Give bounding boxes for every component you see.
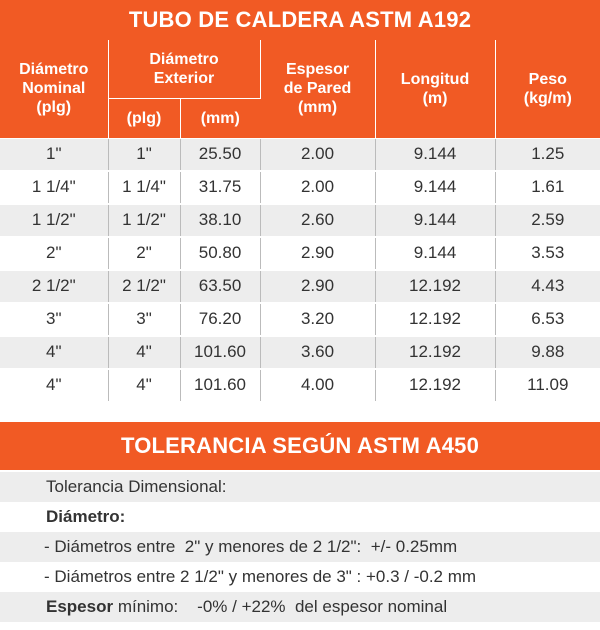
table-cell: 25.50	[180, 138, 260, 171]
table-cell: 4.00	[260, 369, 375, 402]
spec-table	[0, 40, 600, 403]
table-cell: 1 1/2"	[108, 204, 180, 237]
table-cell: 101.60	[180, 336, 260, 369]
table-cell: 12.192	[375, 270, 495, 303]
table-cell: 1.25	[495, 138, 600, 171]
espesor-label: Espesor	[46, 597, 114, 616]
table-cell: 6.53	[495, 303, 600, 336]
tolerance-diametro-line-1	[0, 532, 600, 562]
table-cell: 1"	[108, 138, 180, 171]
table-row	[0, 303, 600, 336]
table-cell: 12.192	[375, 303, 495, 336]
table-cell: 11.09	[495, 369, 600, 402]
table-cell: 1.61	[495, 171, 600, 204]
table-cell: 31.75	[180, 171, 260, 204]
table-row	[0, 270, 600, 303]
table-cell: 9.144	[375, 204, 495, 237]
table-cell: 9.144	[375, 171, 495, 204]
table-cell: 3"	[0, 303, 108, 336]
table-row	[0, 237, 600, 270]
table-cell: 1 1/4"	[0, 171, 108, 204]
header-diametro-exterior: Diámetro Exterior	[108, 40, 260, 98]
table-cell: 12.192	[375, 336, 495, 369]
table-cell: 101.60	[180, 369, 260, 402]
header-peso: Peso (kg/m)	[495, 40, 600, 138]
header-diametro-nominal: Diámetro Nominal (plg)	[0, 40, 108, 138]
header-exterior-mm: (mm)	[180, 98, 260, 138]
table-cell: 4.43	[495, 270, 600, 303]
tolerance-section	[0, 472, 600, 622]
table-row	[0, 369, 600, 402]
table-cell: 3.53	[495, 237, 600, 270]
table-cell: 2.00	[260, 138, 375, 171]
table-cell: 1 1/2"	[0, 204, 108, 237]
table-row	[0, 336, 600, 369]
table-cell: 50.80	[180, 237, 260, 270]
table-cell: 2 1/2"	[108, 270, 180, 303]
diametro-line-2-text: - Diámetros entre 2 1/2" y menores de 3" : +0.3 / -0.2 mm	[44, 567, 477, 586]
table-cell: 1 1/4"	[108, 171, 180, 204]
tolerance-diametro-line-2	[0, 562, 600, 592]
table-cell: 3.20	[260, 303, 375, 336]
tolerance-diametro-label	[0, 502, 600, 532]
table-cell: 63.50	[180, 270, 260, 303]
header-longitud: Longitud (m)	[375, 40, 495, 138]
table-cell: 2 1/2"	[0, 270, 108, 303]
table-cell: 2.90	[260, 237, 375, 270]
table-cell: 12.192	[375, 369, 495, 402]
table-row	[0, 171, 600, 204]
table-cell: 2.60	[260, 204, 375, 237]
table-cell: 4"	[108, 369, 180, 402]
table-cell: 38.10	[180, 204, 260, 237]
table-cell: 9.144	[375, 237, 495, 270]
table-title: TUBO DE CALDERA ASTM A192	[0, 0, 600, 40]
table-cell: 3.60	[260, 336, 375, 369]
tolerance-espesor	[0, 592, 600, 622]
table-cell: 4"	[0, 369, 108, 402]
diametro-label: Diámetro:	[46, 507, 126, 526]
tolerance-title: TOLERANCIA SEGÚN ASTM A450	[0, 422, 600, 470]
table-cell: 9.144	[375, 138, 495, 171]
tolerance-dimensional	[0, 472, 600, 502]
table-cell: 2.59	[495, 204, 600, 237]
table-cell: 4"	[108, 336, 180, 369]
table-cell: 9.88	[495, 336, 600, 369]
espesor-text: mínimo: -0% / +22% del espesor nominal	[113, 597, 448, 616]
table-cell: 76.20	[180, 303, 260, 336]
tolerance-dimensional-text: Tolerancia Dimensional:	[46, 477, 227, 496]
table-cell: 2.00	[260, 171, 375, 204]
table-cell: 2.90	[260, 270, 375, 303]
table-cell: 3"	[108, 303, 180, 336]
table-cell: 2"	[0, 237, 108, 270]
header-exterior-plg: (plg)	[108, 98, 180, 138]
diametro-line-1-text: - Diámetros entre 2" y menores de 2 1/2": +/- 0.25mm	[44, 537, 458, 556]
table-cell: 2"	[108, 237, 180, 270]
table-row	[0, 204, 600, 237]
header-espesor: Espesor de Pared (mm)	[260, 40, 375, 138]
table-row	[0, 138, 600, 171]
table-cell: 4"	[0, 336, 108, 369]
table-cell: 1"	[0, 138, 108, 171]
